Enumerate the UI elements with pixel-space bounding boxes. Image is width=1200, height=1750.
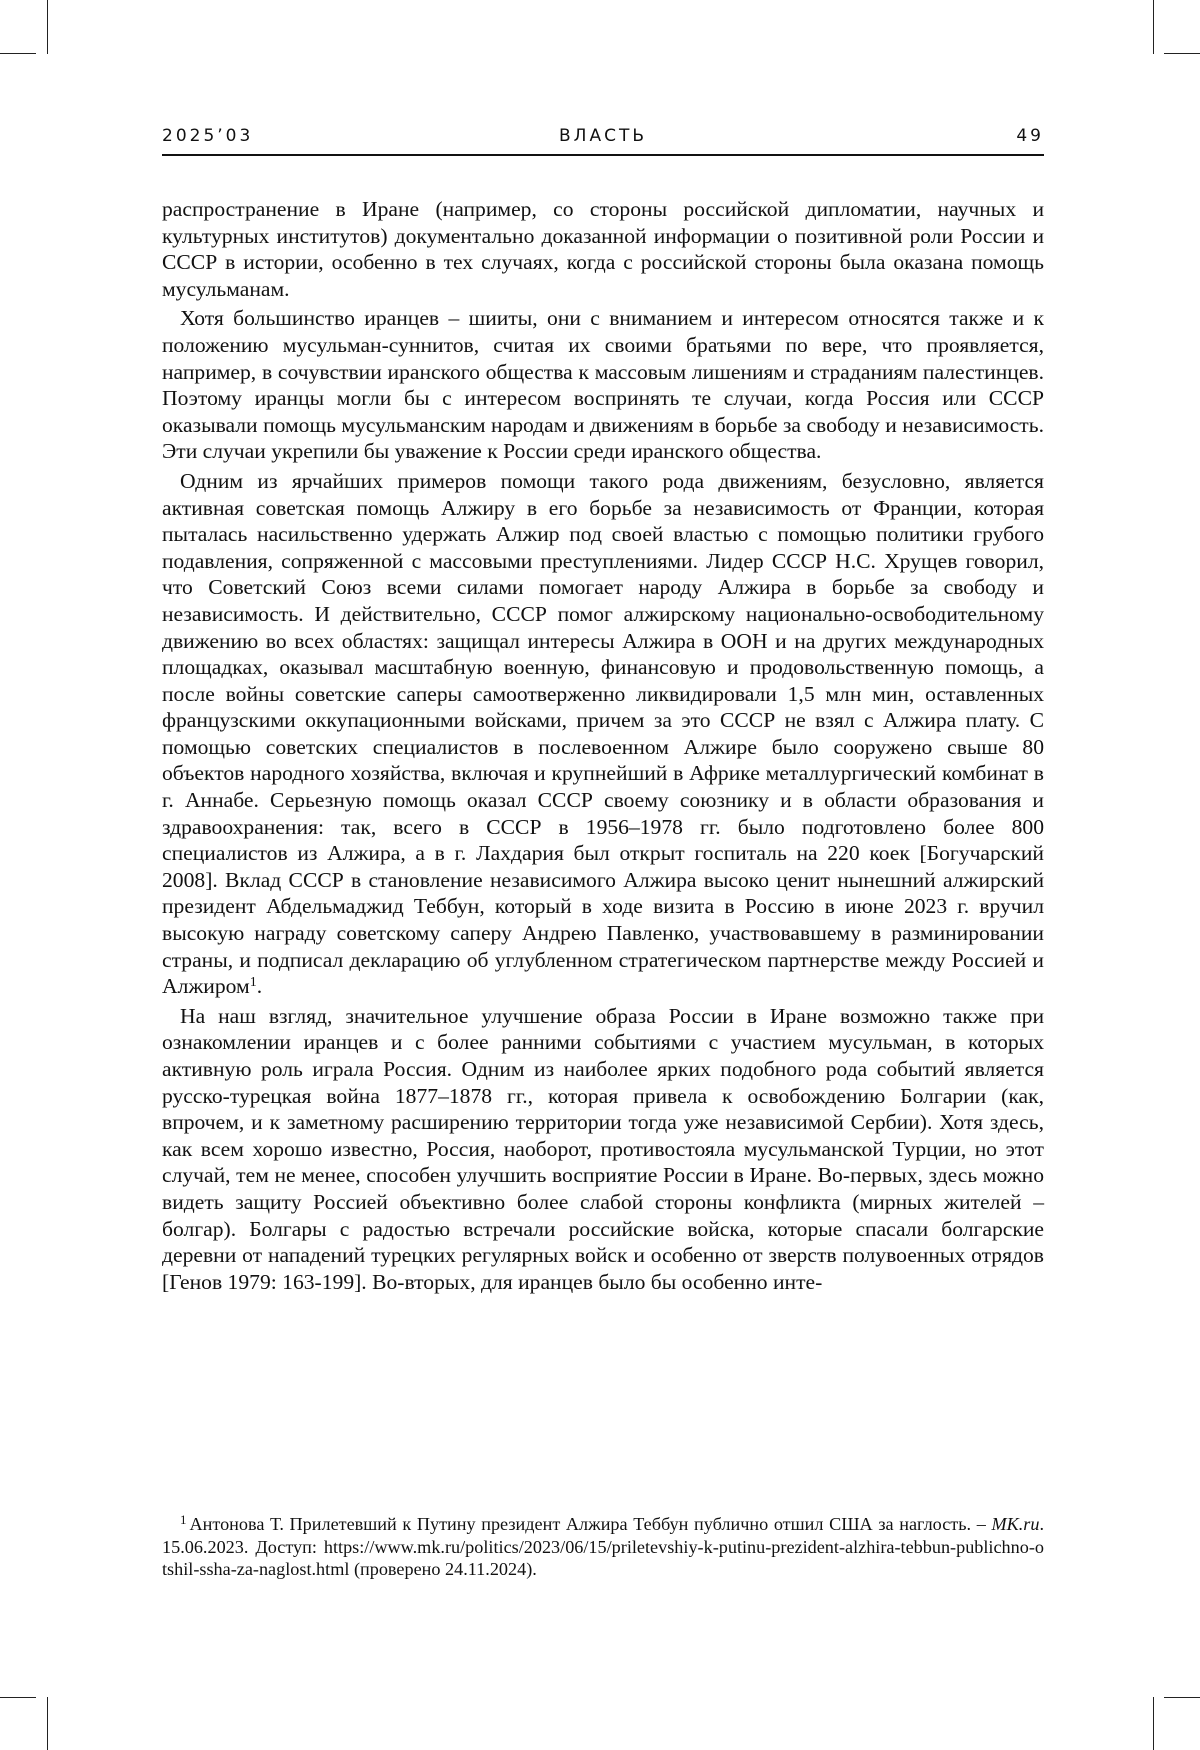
footnote-number: 1 [180,1512,187,1527]
article-body [162,196,1044,1298]
footnotes [162,1513,1044,1581]
issue-number: 2025’03 [162,126,254,146]
crop-mark [0,53,36,54]
crop-mark [47,1697,48,1750]
paragraph: Хотя большинство иранцев – шииты, они с вниманием и интересом относятся также и к положению мусульман-суннитов, считая их своими братьями по вере, что проявляется, например, в сочувствии иранского общества к массовым лишениям и страданиям палестинцев. Поэтому иранцы могли бы с интересом воспринять те случаи, когда Россия или СССР оказывали помощь мусульманским народам и движениям в борьбе за свободу и независимость. Эти случаи укрепили бы уважение к России среди иранского общества. [162,306,1044,464]
footnote-reference[interactable]: 1 [249,975,257,991]
footnote-url[interactable]: https://www.mk.ru/politics/2023/06/15/priletevshiy-k-putinu-prezident-alzhira-tebbun-publichno-otshil-ssha-za-naglost.html [162,1536,1044,1579]
paragraph-end: . [256,974,263,999]
footnote-source: MK.ru [991,1514,1040,1534]
footnote-date: . 15.06.2023. Доступ: [162,1514,1044,1557]
header-rule [162,154,1044,156]
running-header [162,126,1044,154]
footnote [162,1513,1044,1581]
crop-mark [1153,0,1154,54]
paragraph-text: Одним из ярчайших примеров помощи такого рода движениям, безусловно, является активная советская помощь Алжиру в его борьбе за независимость от Франции, которая пыталась насильственно удержать Алжир под своей властью с помощью политики грубого подавления, сопряженной с массовыми преступлениями. Лидер СССР Н.С. Хрущев говорил, что Советский Союз всеми силами помогает народу Алжира в борьбе за свободу и независимость. И действительно, СССР помог алжирскому национально-освободительному движению во всех областях: защищал интересы Алжира в ООН и на других международных площадках, оказывал масштабную военную, финансовую и продовольственную помощь, а после войны советские саперы самоотверженно ликвидировали 1,5 млн мин, оставленных французскими оккупационными войсками, причем за это СССР не взял с Алжира плату. С помощью советских специалистов в послевоенном Алжире было сооружено свыше 80 объектов народного хозяйства, включая и крупнейший в Африке металлургический комбинат в г. Аннабе. Серьезную помощь оказал СССР своему союзнику и в области образования и здравоохранения: так, всего в СССР в 1956–1978 гг. было подготовлено более 800 специалистов из Алжира, а в г. Лахдария был открыт госпиталь на 220 коек [Богучарский 2008]. Вклад СССР в становление независимого Алжира высоко ценит нынешний алжирский президент Абдельмаджид Теббун, который в ходе визита в Россию в июне 2023 г. вручил высокую награду советскому саперу Андрею Павленко, участвовавшему в разминировании страны, и подписал декларацию об углубленном стратегическом партнерстве между Россией и Алжиром [162,468,1044,999]
paragraph [162,468,1044,1000]
crop-mark [1164,1697,1200,1698]
footnote-text: Антонова Т. Прилетевший к Путину президент Алжира Теббун публично отшил США за наглость. – [189,1514,992,1534]
crop-mark [47,0,48,54]
paragraph: распространение в Иране (например, со стороны российской дипломатии, научных и культурных институтов) документально доказанной информации о позитивной роли России и СССР в истории, особенно в тех случаях, когда с российской стороны была оказана помощь мусульманам. [162,197,1044,301]
footnote-checked: (проверено 24.11.2024). [349,1559,537,1579]
page-number: 49 [1016,126,1044,146]
crop-mark [1153,1697,1154,1750]
journal-title: ВЛАСТЬ [559,126,647,146]
paragraph: На наш взгляд, значительное улучшение образа России в Иране возможно также при ознакомлении иранцев и с более ранними событиями с участием мусульман, в которых активную роль играла Россия. Одним из наиболее ярких подобного рода событий является русско-турецкая война 1877–1878 гг., которая привела к освобождению Болгарии (как, впрочем, и к заметному расширению территории тогда уже независимой Сербии). Хотя здесь, как всем хорошо известно, Россия, наоборот, противостояла мусульманской Турции, но этот случай, тем не менее, способен улучшить восприятие России в Иране. Во-первых, здесь можно видеть защиту Россией объективно более слабой стороны конфликта (мирных жителей – болгар). Болгары с радостью встречали российские войска, которые спасали болгарские деревни от нападений турецких регулярных войск и особенно от зверств полувоенных отрядов [Генов 1979: 163-199]. Во-вторых, для иранцев было бы особенно инте- [162,1003,1044,1294]
crop-mark [0,1697,36,1698]
crop-mark [1164,53,1200,54]
